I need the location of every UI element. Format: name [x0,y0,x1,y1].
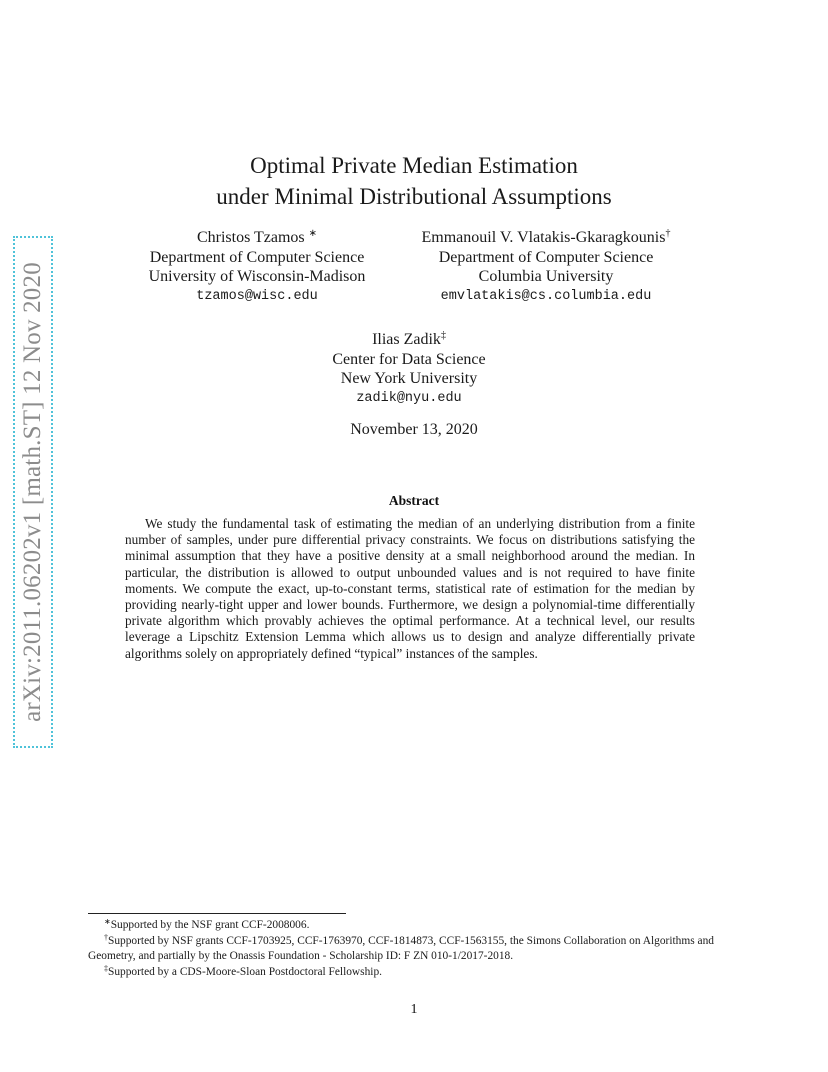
title-line-1: Optimal Private Median Estimation [250,153,578,178]
footnote-mark: ‡ [104,963,108,973]
author-block-1 [112,228,402,306]
abstract-heading: Abstract [388,493,440,508]
author-footnote-mark: ∗ [308,228,318,239]
author-name: Emmanouil V. Vlatakis-Gkaragkounis [421,229,666,246]
author-institution: University of Wisconsin-Madison [148,268,366,285]
author-block-3 [264,330,554,408]
author-block-2 [398,228,694,306]
footnote-3 [88,965,736,981]
author-name: Christos Tzamos [196,229,305,246]
footnote-mark: † [104,932,108,942]
author-footnote-mark: † [665,228,671,239]
title-line-2: under Minimal Distributional Assumptions [216,184,612,209]
footnote-text: Supported by NSF grants CCF-1703925, CCF-1763970, CCF-1814873, CCF-1563155, the Simons Collaboration on Algorithms and Geometry, and partially by the Onassis Foundation - Scholarship ID: F ZN 010-1/2017-2018. [88,934,714,962]
author-email[interactable]: tzamos@wisc.edu [196,288,318,304]
footnote-1 [88,918,736,934]
paper-date: November 13, 2020 [350,421,478,438]
paper-title [0,150,828,212]
author-email[interactable]: zadik@nyu.edu [356,390,462,406]
footnote-mark: ∗ [104,917,111,926]
arxiv-stamp: arXiv:2011.06202v1 [math.ST] 12 Nov 2020 [19,262,46,722]
abstract-text: We study the fundamental task of estimating the median of an underlying distribution from a finite number of samples, under pure differential privacy constraints. We focus on distributions satisfying the minimal assumption that they have a positive density at a small neighborhood around the median. In particular, the distribution is allowed to output unbounded values and is not required to have finite moments. We compute the exact, up-to-constant terms, statistical rate of estimation for the median by providing nearly-tight upper and lower bounds. Furthermore, we design a polynomial-time differentially private algorithm which provably achieves the optimal performance. At a technical level, our results leverage a Lipschitz Extension Lemma which allows us to design and analyze differentially private algorithms solely on appropriately defined “typical” instances of the samples. [125,516,695,661]
footnote-2 [88,934,736,965]
footnotes [88,918,736,980]
author-institution: New York University [340,370,478,387]
page-number: 1 [410,1002,418,1017]
author-name: Ilias Zadik [372,331,441,348]
author-department: Center for Data Science [332,350,486,368]
author-footnote-mark: ‡ [440,330,446,341]
footnote-text: Supported by the NSF grant CCF-2008006. [110,919,310,931]
author-institution: Columbia University [478,268,614,285]
footnote-text: Supported by a CDS-Moore-Sloan Postdoctoral Fellowship. [108,965,382,978]
author-email[interactable]: emvlatakis@cs.columbia.edu [440,288,652,304]
author-department: Department of Computer Science [438,248,654,266]
author-department: Department of Computer Science [149,248,365,266]
footnote-divider [88,913,346,914]
